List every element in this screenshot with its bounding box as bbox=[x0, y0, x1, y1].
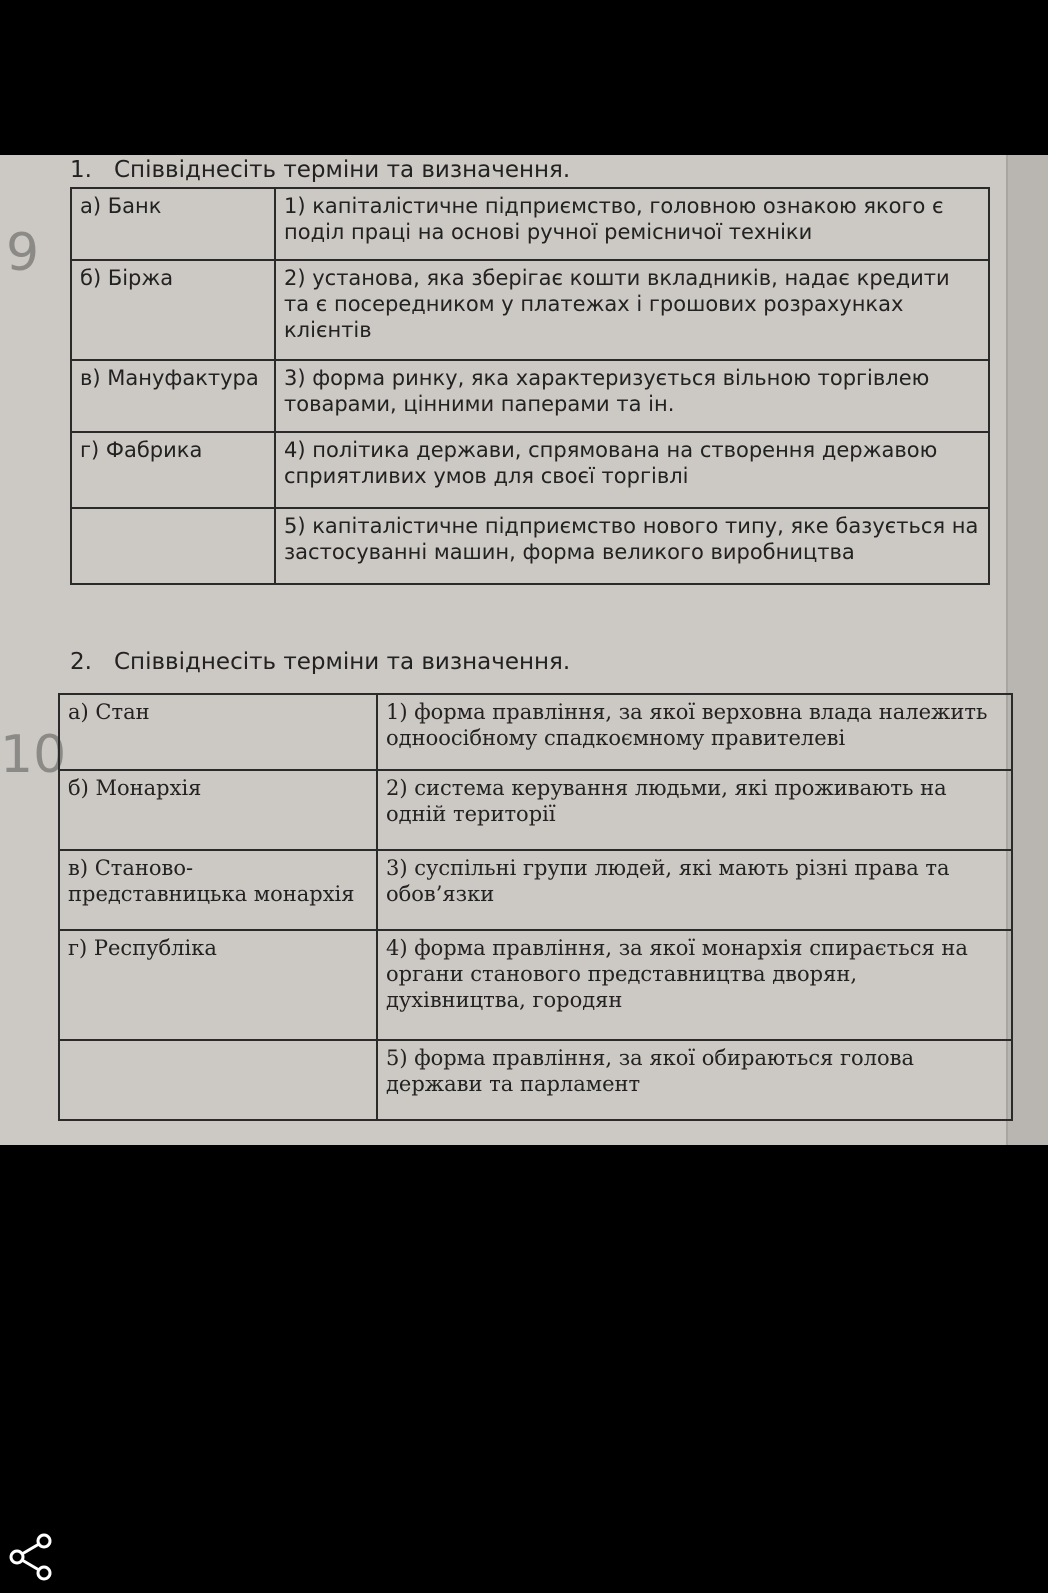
definition-cell: 2) система керування людьми, які проживають на одній території bbox=[377, 770, 1012, 850]
table-row bbox=[71, 260, 989, 360]
term-cell: а) Банк bbox=[71, 188, 275, 260]
task-2-title: Співвіднесіть терміни та визначення. bbox=[114, 649, 571, 675]
margin-mark-9: 9 bbox=[6, 223, 40, 283]
task-2-number: 2. bbox=[70, 649, 92, 675]
table-row bbox=[59, 694, 1012, 770]
term-cell bbox=[71, 508, 275, 584]
definition-cell: 4) форма правління, за якої монархія спирається на органи станового представництва дворян, духівництва, городян bbox=[377, 930, 1012, 1040]
table-row bbox=[71, 360, 989, 432]
task-2-table bbox=[58, 693, 1013, 1121]
term-cell bbox=[59, 1040, 377, 1120]
term-cell: г) Республіка bbox=[59, 930, 377, 1040]
task-1-table bbox=[70, 187, 990, 585]
definition-cell: 5) форма правління, за якої обираються голова держави та парламент bbox=[377, 1040, 1012, 1120]
table-row bbox=[71, 432, 989, 508]
definition-cell: 1) капіталістичне підприємство, головною ознакою якого є поділ праці на основі ручної ремісничої техніки bbox=[275, 188, 989, 260]
definition-cell: 1) форма правління, за якої верховна влада належить одноосібному спадкоємному правителеві bbox=[377, 694, 1012, 770]
margin-mark-10: 10 bbox=[0, 725, 67, 785]
term-cell: б) Біржа bbox=[71, 260, 275, 360]
task-1-number: 1. bbox=[70, 157, 92, 183]
term-cell: а) Стан bbox=[59, 694, 377, 770]
table-row bbox=[71, 188, 989, 260]
term-cell: в) Мануфактура bbox=[71, 360, 275, 432]
table-row bbox=[59, 850, 1012, 930]
definition-cell: 3) суспільні групи людей, які мають різні права та обов’язки bbox=[377, 850, 1012, 930]
table-row bbox=[71, 508, 989, 584]
definition-cell: 4) політика держави, спрямована на створення державою сприятливих умов для своєї торгівлі bbox=[275, 432, 989, 508]
book-page-photo bbox=[0, 155, 1048, 1145]
definition-cell: 3) форма ринку, яка характеризується вільною торгівлею товарами, цінними паперами та ін. bbox=[275, 360, 989, 432]
task-1-heading bbox=[70, 157, 570, 183]
table-row bbox=[59, 1040, 1012, 1120]
task-1-title: Співвіднесіть терміни та визначення. bbox=[114, 157, 571, 183]
share-icon[interactable] bbox=[6, 1532, 56, 1582]
term-cell: б) Монархія bbox=[59, 770, 377, 850]
definition-cell: 2) установа, яка зберігає кошти вкладників, надає кредити та є посередником у платежах і грошових розрахунках клієнтів bbox=[275, 260, 989, 360]
term-cell: в) Станово-представницька монархія bbox=[59, 850, 377, 930]
table-row bbox=[59, 770, 1012, 850]
term-cell: г) Фабрика bbox=[71, 432, 275, 508]
table-row bbox=[59, 930, 1012, 1040]
definition-cell: 5) капіталістичне підприємство нового типу, яке базується на застосуванні машин, форма великого виробництва bbox=[275, 508, 989, 584]
task-2-heading bbox=[70, 649, 570, 675]
